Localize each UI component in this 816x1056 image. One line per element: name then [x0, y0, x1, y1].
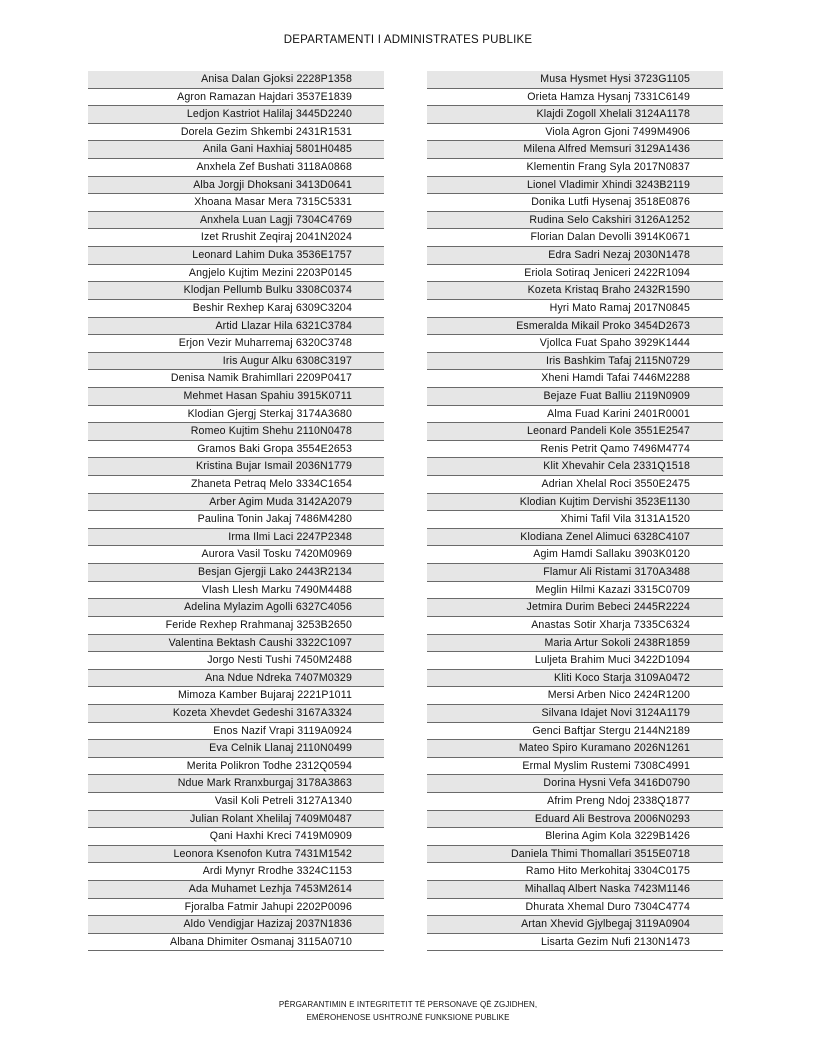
list-item: Leonard Pandeli Kole 3551E2547 [427, 423, 723, 441]
list-item: Genci Baftjar Stergu 2144N2189 [427, 723, 723, 741]
right-name-list [427, 71, 723, 951]
list-item: Leonora Ksenofon Kutra 7431M1542 [88, 846, 384, 864]
list-item: Leonard Lahim Duka 3536E1757 [88, 247, 384, 265]
list-item: Anisa Dalan Gjoksi 2228P1358 [88, 71, 384, 89]
footer [0, 998, 816, 1024]
list-item: Maria Artur Sokoli 2438R1859 [427, 635, 723, 653]
list-item: Mateo Spiro Kuramano 2026N1261 [427, 740, 723, 758]
list-item: Ermal Myslim Rustemi 7308C4991 [427, 758, 723, 776]
list-item: Mehmet Hasan Spahiu 3915K0711 [88, 388, 384, 406]
list-item: Esmeralda Mikail Proko 3454D2673 [427, 318, 723, 336]
list-item: Kozeta Xhevdet Gedeshi 3167A3324 [88, 705, 384, 723]
list-item: Aldo Vendigjar Hazizaj 2037N1836 [88, 916, 384, 934]
list-item: Silvana Idajet Novi 3124A1179 [427, 705, 723, 723]
list-item: Alma Fuad Karini 2401R0001 [427, 406, 723, 424]
list-item: Milena Alfred Memsuri 3129A1436 [427, 141, 723, 159]
list-item: Klementin Frang Syla 2017N0837 [427, 159, 723, 177]
list-item: Angjelo Kujtim Mezini 2203P0145 [88, 265, 384, 283]
list-item: Ana Ndue Ndreka 7407M0329 [88, 670, 384, 688]
list-item: Mimoza Kamber Bujaraj 2221P1011 [88, 687, 384, 705]
list-item: Bejaze Fuat Balliu 2119N0909 [427, 388, 723, 406]
list-item: Adelina Mylazim Agolli 6327C4056 [88, 599, 384, 617]
list-item: Flamur Ali Ristami 3170A3488 [427, 564, 723, 582]
list-item: Klodjan Pellumb Bulku 3308C0374 [88, 282, 384, 300]
list-item: Erjon Vezir Muharremaj 6320C3748 [88, 335, 384, 353]
list-item: Klodiana Zenel Alimuci 6328C4107 [427, 529, 723, 547]
list-item: Enos Nazif Vrapi 3119A0924 [88, 723, 384, 741]
list-item: Zhaneta Petraq Melo 3334C1654 [88, 476, 384, 494]
page-title: DEPARTAMENTI I ADMINISTRATES PUBLIKE [283, 34, 533, 46]
list-item: Afrim Preng Ndoj 2338Q1877 [427, 793, 723, 811]
list-item: Artan Xhevid Gjylbegaj 3119A0904 [427, 916, 723, 934]
list-item: Xhoana Masar Mera 7315C5331 [88, 194, 384, 212]
list-item: Gramos Baki Gropa 3554E2653 [88, 441, 384, 459]
list-item: Klodian Kujtim Dervishi 3523E1130 [427, 494, 723, 512]
list-item: Luljeta Brahim Muci 3422D1094 [427, 652, 723, 670]
list-item: Albana Dhimiter Osmanaj 3115A0710 [88, 934, 384, 952]
list-item: Anila Gani Haxhiaj 5801H0485 [88, 141, 384, 159]
list-item: Renis Petrit Qamo 7496M4774 [427, 441, 723, 459]
list-item: Daniela Thimi Thomallari 3515E0718 [427, 846, 723, 864]
list-item: Kristina Bujar Ismail 2036N1779 [88, 458, 384, 476]
list-item: Kliti Koco Starja 3109A0472 [427, 670, 723, 688]
list-item: Romeo Kujtim Shehu 2110N0478 [88, 423, 384, 441]
list-item: Mihallaq Albert Naska 7423M1146 [427, 881, 723, 899]
list-item: Meglin Hilmi Kazazi 3315C0709 [427, 582, 723, 600]
list-item: Iris Bashkim Tafaj 2115N0729 [427, 353, 723, 371]
list-item: Musa Hysmet Hysi 3723G1105 [427, 71, 723, 89]
list-item: Ledjon Kastriot Halilaj 3445D2240 [88, 106, 384, 124]
list-item: Florian Dalan Devolli 3914K0671 [427, 229, 723, 247]
list-item: Irma Ilmi Laci 2247P2348 [88, 529, 384, 547]
list-item: Anastas Sotir Xharja 7335C6324 [427, 617, 723, 635]
list-item: Dorina Hysni Vefa 3416D0790 [427, 775, 723, 793]
list-item: Viola Agron Gjoni 7499M4906 [427, 124, 723, 142]
list-item: Aurora Vasil Tosku 7420M0969 [88, 546, 384, 564]
list-item: Feride Rexhep Rrahmanaj 3253B2650 [88, 617, 384, 635]
list-item: Vlash Llesh Marku 7490M4488 [88, 582, 384, 600]
list-item: Ndue Mark Rranxburgaj 3178A3863 [88, 775, 384, 793]
list-item: Klajdi Zogoll Xhelali 3124A1178 [427, 106, 723, 124]
list-item: Klodian Gjergj Sterkaj 3174A3680 [88, 406, 384, 424]
list-item: Paulina Tonin Jakaj 7486M4280 [88, 511, 384, 529]
list-item: Hyri Mato Ramaj 2017N0845 [427, 300, 723, 318]
list-item: Edra Sadri Nezaj 2030N1478 [427, 247, 723, 265]
list-item: Dorela Gezim Shkembi 2431R1531 [88, 124, 384, 142]
list-item: Donika Lutfi Hysenaj 3518E0876 [427, 194, 723, 212]
list-item: Beshir Rexhep Karaj 6309C3204 [88, 300, 384, 318]
list-item: Arber Agim Muda 3142A2079 [88, 494, 384, 512]
list-item: Eriola Sotiraq Jeniceri 2422R1094 [427, 265, 723, 283]
list-item: Qani Haxhi Kreci 7419M0909 [88, 828, 384, 846]
list-item: Denisa Namik Brahimllari 2209P0417 [88, 370, 384, 388]
list-item: Agim Hamdi Sallaku 3903K0120 [427, 546, 723, 564]
list-item: Ramo Hito Merkohitaj 3304C0175 [427, 863, 723, 881]
list-item: Klit Xhevahir Cela 2331Q1518 [427, 458, 723, 476]
list-item: Merita Polikron Todhe 2312Q0594 [88, 758, 384, 776]
list-item: Anxhela Zef Bushati 3118A0868 [88, 159, 384, 177]
footer-line-1: PËRGARANTIMIN E INTEGRITETIT TË PERSONAVE QË ZGJIDHEN, [278, 1000, 538, 1009]
list-item: Fjoralba Fatmir Jahupi 2202P0096 [88, 899, 384, 917]
list-item: Lionel Vladimir Xhindi 3243B2119 [427, 177, 723, 195]
list-item: Eva Celnik Llanaj 2110N0499 [88, 740, 384, 758]
list-item: Kozeta Kristaq Braho 2432R1590 [427, 282, 723, 300]
list-item: Artid Llazar Hila 6321C3784 [88, 318, 384, 336]
list-item: Jorgo Nesti Tushi 7450M2488 [88, 652, 384, 670]
list-item: Izet Rrushit Zeqiraj 2041N2024 [88, 229, 384, 247]
list-item: Vjollca Fuat Spaho 3929K1444 [427, 335, 723, 353]
list-item: Mersi Arben Nico 2424R1200 [427, 687, 723, 705]
list-item: Jetmira Durim Bebeci 2445R2224 [427, 599, 723, 617]
list-item: Xhimi Tafil Vila 3131A1520 [427, 511, 723, 529]
footer-line-2: EMËROHENOSE USHTROJNË FUNKSIONE PUBLIKE [306, 1013, 510, 1022]
list-item: Vasil Koli Petreli 3127A1340 [88, 793, 384, 811]
left-name-list [88, 71, 384, 951]
list-item: Besjan Gjergji Lako 2443R2134 [88, 564, 384, 582]
list-item: Ada Muhamet Lezhja 7453M2614 [88, 881, 384, 899]
list-item: Ardi Mynyr Rrodhe 3324C1153 [88, 863, 384, 881]
list-item: Alba Jorgji Dhoksani 3413D0641 [88, 177, 384, 195]
list-item: Anxhela Luan Lagji 7304C4769 [88, 212, 384, 230]
list-item: Valentina Bektash Caushi 3322C1097 [88, 635, 384, 653]
list-item: Dhurata Xhemal Duro 7304C4774 [427, 899, 723, 917]
list-item: Blerina Agim Kola 3229B1426 [427, 828, 723, 846]
list-item: Orieta Hamza Hysanj 7331C6149 [427, 89, 723, 107]
list-item: Agron Ramazan Hajdari 3537E1839 [88, 89, 384, 107]
list-item: Rudina Selo Cakshiri 3126A1252 [427, 212, 723, 230]
list-item: Julian Rolant Xhelilaj 7409M0487 [88, 811, 384, 829]
list-item: Eduard Ali Bestrova 2006N0293 [427, 811, 723, 829]
list-item: Iris Augur Alku 6308C3197 [88, 353, 384, 371]
list-item: Adrian Xhelal Roci 3550E2475 [427, 476, 723, 494]
list-item: Xheni Hamdi Tafai 7446M2288 [427, 370, 723, 388]
list-item: Lisarta Gezim Nufi 2130N1473 [427, 934, 723, 952]
